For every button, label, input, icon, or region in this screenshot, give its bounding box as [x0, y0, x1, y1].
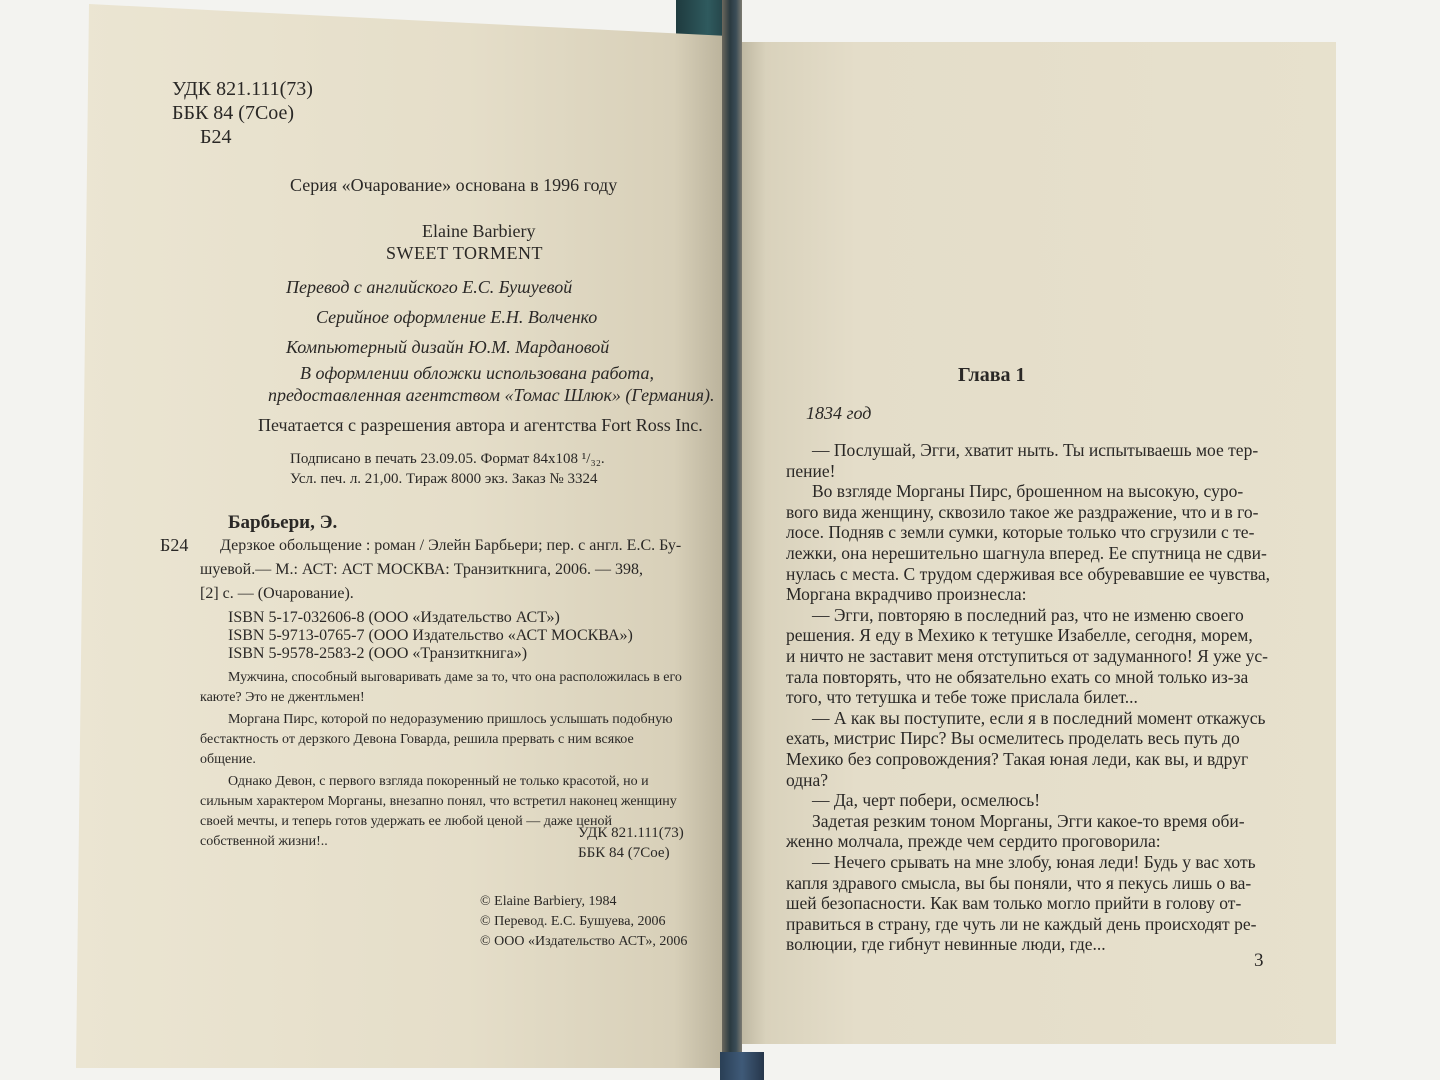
- bib-line-1: Дерзкое обольщение : роман / Элейн Барбьери; пер. с англ. Е.С. Бу-: [220, 537, 682, 554]
- imprint-line-1: Подписано в печать 23.09.05. Формат 84x108 ¹/₃₂.: [290, 451, 605, 467]
- text-line-24: правиться в страну, где чуть ли не каждый день происходят ре-: [786, 913, 1257, 934]
- isbn-line-2: ISBN 5-9713-0765-7 (ООО Издательство «АСТ МОСКВА»): [228, 627, 633, 644]
- text-line-16: Мехико без сопровождения? Такая юная леди, как вы, и вдруг: [786, 749, 1249, 769]
- text-line-5: лосе. Подняв с земли сумки, которые только что сгрузили с те-: [786, 522, 1255, 543]
- annotation-line-6: Однако Девон, с первого взгляда покоренный не только красотой, но и: [228, 774, 649, 789]
- text-line-21: — Нечего срывать на мне злобу, юная леди! Будь у вас хоть: [812, 852, 1256, 872]
- text-line-6: лежки, она нерешительно шагнула вперед. Ее спутница не сдви-: [786, 543, 1267, 563]
- annotation-line-7: сильным характером Морганы, внезапно понял, что встретил наконец женщину: [200, 794, 677, 809]
- code-top: Б24: [200, 126, 232, 148]
- text-line-11: и ничто не заставит меня отступиться от задуманного! Я уже ус-: [786, 646, 1269, 666]
- book-cover-bottom: [720, 1052, 764, 1080]
- text-line-17: одна?: [786, 769, 829, 790]
- bbk-top: ББК 84 (7Сое): [172, 102, 295, 124]
- permission-line: Печатается с разрешения автора и агентства Fort Ross Inc.: [258, 415, 703, 435]
- copyright-line-2: © Перевод. Е.С. Бушуева, 2006: [480, 914, 666, 929]
- text-line-12: тала повторять, что не обязательно ехать со мной только из-за: [786, 666, 1249, 687]
- isbn-line-3: ISBN 5-9578-2583-2 (ООО «Транзиткнига»): [228, 645, 528, 662]
- cover-note-line-1: В оформлении обложки использована работа,: [300, 363, 655, 383]
- text-line-10: решения. Я еду в Мехико к тетушке Изабелле, сегодня, морем,: [786, 625, 1253, 646]
- text-line-19: Задетая резким тоном Морганы, Эгги какое-то время оби-: [812, 810, 1245, 831]
- bib-line-3: [2] с. — (Очарование).: [200, 585, 354, 602]
- imprint-line-2: Усл. печ. л. 21,00. Тираж 8000 экз. Заказ № 3324: [290, 471, 598, 487]
- text-line-22: капля здравого смысла, вы бы поняли, что я пекусь лишь о ва-: [786, 872, 1252, 893]
- text-line-1: — Послушай, Эгги, хватит ныть. Ты испытываешь мое тер-: [812, 440, 1259, 460]
- text-line-13: того, что тетушка и тебе тоже прислала билет...: [786, 687, 1138, 708]
- bib-line-2: шуевой.— М.: АСТ: АСТ МОСКВА: Транзиткнига, 2006. — 398,: [200, 561, 643, 578]
- bbk-bottom: ББК 84 (7Сое): [578, 845, 670, 861]
- annotation-line-8: своей мечты, и теперь готов удержать ее любой ценой — даже ценой: [200, 814, 612, 829]
- text-line-20: женно молчала, прежде чем сердито проговорила:: [786, 831, 1161, 852]
- annotation-line-9: собственной жизни!..: [200, 834, 328, 849]
- cover-note-line-2: предоставленная агентством «Томас Шлюк» (Германия).: [268, 385, 715, 405]
- text-line-25: волюции, где гибнут невинные люди, где...: [786, 934, 1106, 955]
- udk-top: УДК 821.111(73): [172, 78, 313, 100]
- bib-code: Б24: [160, 535, 189, 555]
- annotation-line-5: общение.: [200, 752, 256, 767]
- copyright-line-3: © ООО «Издательство АСТ», 2006: [480, 934, 688, 949]
- bib-author: Барбьери, Э.: [228, 512, 338, 533]
- text-line-14: — А как вы поступите, если я в последний момент откажусь: [812, 707, 1266, 728]
- original-title: SWEET TORMENT: [386, 243, 544, 263]
- chapter-title: Глава 1: [958, 364, 1026, 386]
- series-line: Серия «Очарование» основана в 1996 году: [290, 175, 618, 195]
- text-line-2: пение!: [786, 460, 836, 481]
- text-line-15: ехать, мистрис Пирс? Вы осмелитесь проделать весь путь до: [786, 728, 1240, 749]
- text-line-18: — Да, черт побери, осмелюсь!: [812, 790, 1041, 811]
- annotation-line-1: Мужчина, способный выговаривать даме за то, что она расположилась в его: [228, 670, 682, 685]
- isbn-line-1: ISBN 5-17-032606-8 (ООО «Издательство АСТ»): [228, 609, 560, 626]
- annotation-line-4: бестактность от дерзкого Девона Говарда, решила прервать с ним всякое: [200, 732, 634, 747]
- annotation-line-2: каюте? Это не джентльмен!: [200, 690, 365, 705]
- chapter-year: 1834 год: [806, 403, 872, 423]
- original-author: Elaine Barbiery: [422, 221, 536, 241]
- text-line-7: нулась с места. С трудом сдерживая все обуревавшие ее чувства,: [786, 563, 1271, 584]
- serial-design-credit: Серийное оформление Е.Н. Волченко: [316, 307, 598, 327]
- text-line-23: шей безопасности. Как вам только могло прийти в голову от-: [786, 893, 1242, 914]
- text-line-3: Во взгляде Морганы Пирс, брошенном на высокую, суро-: [812, 481, 1244, 502]
- page-number: 3: [1254, 950, 1264, 971]
- copyright-line-1: © Elaine Barbiery, 1984: [480, 894, 617, 909]
- book-spine: [722, 0, 742, 1080]
- text-line-8: Моргана вкрадчиво произнесла:: [786, 584, 1027, 605]
- annotation-line-3: Моргана Пирс, которой по недоразумению пришлось услышать подобную: [228, 712, 673, 727]
- translation-credit: Перевод с английского Е.С. Бушуевой: [286, 277, 573, 297]
- text-line-4: вого вида женщину, сквозило такое же раздражение, что и в го-: [786, 501, 1259, 522]
- text-line-9: — Эгги, повторяю в последний раз, что не изменю своего: [812, 604, 1244, 625]
- udk-bottom: УДК 821.111(73): [578, 825, 684, 841]
- computer-design-credit: Компьютерный дизайн Ю.М. Мардановой: [286, 337, 610, 357]
